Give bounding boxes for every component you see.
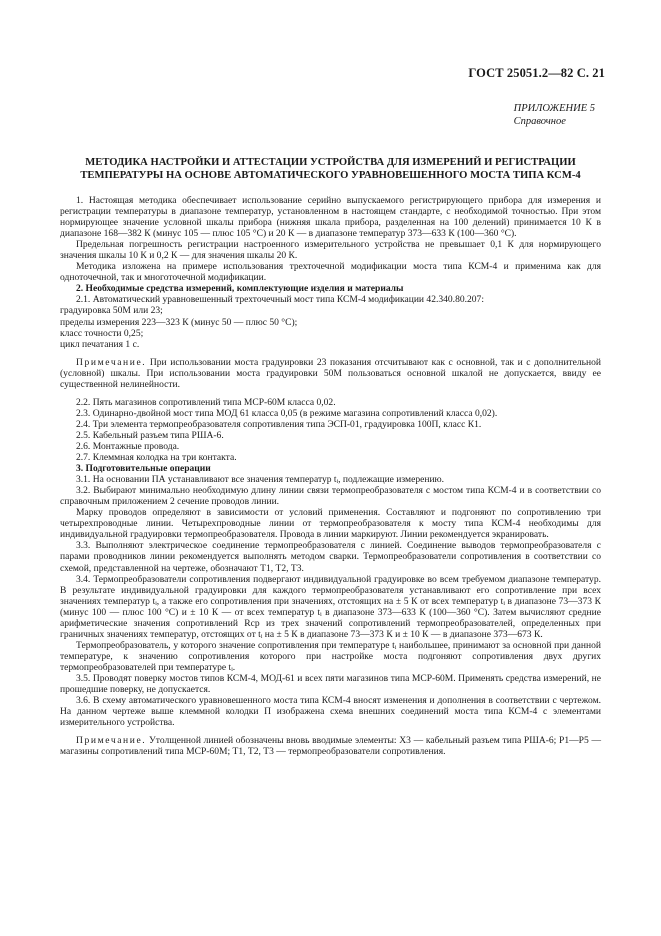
paragraph: 3.2. Выбирают минимально необходимую длину линии связи термопреобразователя с мостом типа КСМ-4 и в соответствии со справочным приложением 2 сечение проводов линии.	[60, 485, 601, 508]
paragraph: 2.3. Одинарно-двойной мост типа МОД 61 класса 0,05 (в режиме магазина сопротивлений класса 0,02).	[76, 407, 498, 419]
document-body	[60, 195, 601, 757]
list-line: цикл печатания 1 с.	[60, 338, 140, 350]
paragraph: 3.1. На основании ПА устанавливают все значения температур tᵢ, подлежащие измерению.	[76, 474, 445, 486]
section-heading	[60, 463, 601, 474]
paragraph: 3.4. Термопреобразователи сопротивления подвергают индивидуальной градуировке во всем требуемом диапазоне температур. В результате индивидуальной градуировки для каждого термопреобразователя устанавливают его сопротивление при всех значениях температур tᵢ, а также его сопротивления при значениях, отстоящих на ± 5 К от всех температур tᵢ в диапазоне 73—373 К (минус 100 — плюс 100 °С) и ± 10 К — от всех температур tᵢ в диапазоне 373—633 К (100—360 °С). Затем вычисляют средние арифметические значения сопротивлений Rср из трех значений сопротивлений термопреобразователей, определенных при граничных значениях температур, отстоящих от tᵢ на ± 5 К в диапазоне 73—373 К и ± 10 К — в диапазоне 373—673 К.	[60, 573, 601, 640]
section-2-heading: 2. Необходимые средства измерений, комплектующие изделия и материалы	[76, 283, 404, 295]
note-label: Примечание.	[76, 735, 147, 747]
paragraph: 2.2. Пять магазинов сопротивлений типа МСР-60М класса 0,02.	[76, 396, 336, 408]
paragraph: Марку проводов определяют в зависимости от условий применения. Составляют и подгоняют по сопротивлению три четырехпроводные линии. Четырехпроводные линии от термопреобразователя к мосту типа КСМ-4 необходимы для индивидуальной градуировки термопреобразователя. Провода в линии маркируют. Линии рекомендуется экранировать.	[60, 507, 601, 541]
paragraph: 2.1. Автоматический уравновешенный трехточечный мост типа КСМ-4 модификации 42.340.80.207:	[76, 294, 484, 306]
list-line: градуировка 50М или 23;	[60, 305, 163, 317]
appendix-title: ПРИЛОЖЕНИЕ 5	[513, 103, 595, 114]
paragraph: Термопреобразователь, у которого значение сопротивления при температуре tᵢ наибольшее, принимают за основной при данной температуре, к значению сопротивления которого при настройке моста подгоняют сопротивления двух других термопреобразователей при температуре tᵢ.	[60, 639, 601, 673]
paragraph: Предельная погрешность регистрации настроенного измерительного устройства не превышает 0,1 К для нормирующего значения шкалы 10 К и 0,2 К — для значения шкалы 20 К.	[60, 239, 601, 262]
paragraph: 3.5. Проводят поверку мостов типов КСМ-4, МОД-61 и всех пяти магазинов типа МСР-60М. Применять средства измерений, не прошедшие поверку, не допускается.	[60, 672, 601, 696]
document-title: МЕТОДИКА НАСТРОЙКИ И АТТЕСТАЦИИ УСТРОЙСТВА ДЛЯ ИЗМЕРЕНИЙ И РЕГИСТРАЦИИ ТЕМПЕРАТУРЫ НА ОСНОВЕ АВТОМАТИЧЕСКОГО УРАВНОВЕШЕННОГО МОСТА ТИПА КСМ-4	[80, 157, 581, 181]
note-text: При использовании моста градуировки 23 показания отсчитывают как с основной, так и с дополнительной (условной) шкалы. При использовании моста градуировки 50М пользоваться основной шкалой не допускается, ввиду ее существенной нелинейности.	[60, 356, 601, 390]
paragraph: Методика изложена на примере использования трехточечной модификации моста типа КСМ-4 и применима как для одноточечной, так и многоточечной модификации.	[60, 261, 601, 284]
appendix-label	[514, 102, 595, 128]
note-label: Примечание.	[76, 356, 147, 368]
note-text: Утолщенной линией обозначены вновь вводимые элементы: Х3 — кабельный разъем типа РША-6; Р1—Р5 — магазины сопротивлений типа МСР-60М; Т1, Т2, Т3 — термопреобразователи сопротивления.	[60, 735, 601, 758]
list-line: пределы измерения 223—323 К (минус 50 — плюс 50 °С);	[60, 316, 298, 328]
list-line: класс точности 0,25;	[60, 327, 144, 339]
paragraph: 3.6. В схему автоматического уравновешенного моста типа КСМ-4 вносят изменения и дополнения в соответствии с чертежом. На данном чертеже выше клеммной колодки П изображена схема внешних соединений моста типа КСМ-4 с элементами измерительного устройства.	[60, 695, 601, 729]
paragraph: 3.3. Выполняют электрическое соединение термопреобразователя с линией. Соединение выводов термопреобразователя с парами проводников линии рекомендуется выполнять методом сварки. Термопреобразователи сопротивления в соответствии со схемой, представленной на чертеже, обозначают Т1, Т2, Т3.	[60, 540, 601, 574]
section-3-heading: 3. Подготовительные операции	[76, 463, 211, 475]
paragraph: 2.7. Клеммная колодка на три контакта.	[76, 452, 237, 464]
note-paragraph	[60, 735, 601, 757]
appendix-type: Справочное	[513, 116, 566, 127]
section-heading	[60, 283, 601, 294]
note-paragraph	[60, 357, 601, 390]
paragraph: 2.5. Кабельный разъем типа РША-6.	[76, 429, 224, 441]
standard-header: ГОСТ 25051.2—82 С. 21	[468, 66, 605, 80]
paragraph: 2.6. Монтажные провода.	[76, 440, 180, 452]
paragraph: 1. Настоящая методика обеспечивает использование серийно выпускаемого регистрирующего прибора для измерения и регистрации температуры в диапазоне температур, установленном в настоящем стандарте, с необходимой точностью. При этом нормирующее значение условной шкалы прибора (нижняя шкала прибора, разделенная на 100 делений) принимается 10 К в диапазоне 168—382 К (минус 105 — плюс 105 °С) и 20 К — в диапазоне температур 373—633 К (100—360 °С).	[60, 195, 601, 240]
paragraph: 2.4. Три элемента термопреобразователя сопротивления типа ЭСП-01, градуировка 100П, класс К1.	[76, 418, 482, 430]
